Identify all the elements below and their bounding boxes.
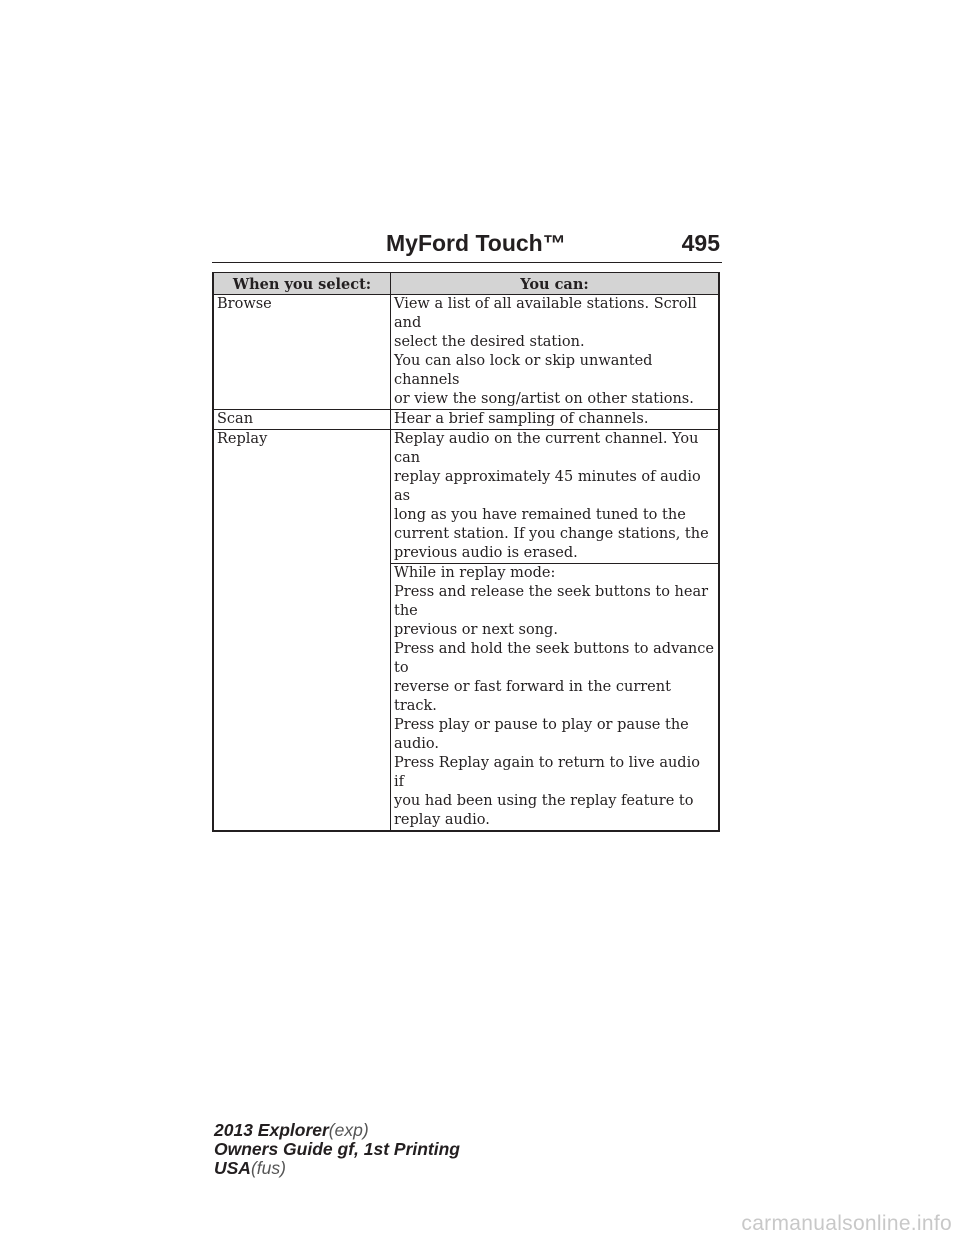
description-line: Press and hold the seek buttons to advance to [394,641,714,676]
column-header-can: You can: [391,273,720,295]
description-line: audio. [394,736,439,752]
table-row-replay [213,430,719,564]
description-line: You can also lock or skip unwanted channels [394,353,653,388]
description-line: View a list of all available stations. Scroll and [394,296,697,331]
row-label: Replay [213,430,391,564]
row-label: Scan [213,410,391,430]
page-header [212,228,722,263]
description-line: replay approximately 45 minutes of audio as [394,469,701,504]
site-watermark: carmanualsonline.info [741,1212,952,1235]
description-line: Press play or pause to play or pause the [394,717,689,733]
table-row-browse [213,295,719,410]
description-line: reverse or fast forward in the current track. [394,679,671,714]
description-line: replay audio. [394,812,490,828]
row-label [213,564,391,832]
row-description [391,430,720,564]
footer-line-guide [214,1140,460,1159]
description-line: Press and release the seek buttons to hear the [394,584,709,619]
description-line: you had been using the replay feature to [394,793,694,809]
row-description [391,295,720,410]
model-name: 2013 Explorer [214,1120,329,1140]
options-table [212,272,720,832]
print-footer [214,1121,460,1178]
guide-edition: Owners Guide gf, 1st Printing [214,1139,460,1159]
description-line: or view the song/artist on other stations. [394,391,694,407]
footer-line-market [214,1159,460,1178]
table-row-scan [213,410,719,430]
description-line: previous or next song. [394,622,558,638]
description-line: Press Replay again to return to live audio if [394,755,700,790]
description-line: While in replay mode: [394,565,556,581]
description-line: current station. If you change stations, the [394,526,709,542]
table-row-replay-mode [213,564,719,832]
row-description [391,410,720,430]
market-name: USA [214,1158,251,1178]
row-label: Browse [213,295,391,410]
table-header-row [213,273,719,295]
description-line: Hear a brief sampling of channels. [394,411,649,427]
page-number: 495 [681,230,720,256]
column-header-select: When you select: [213,273,391,295]
model-code: (exp) [328,1120,369,1140]
description-line: long as you have remained tuned to the [394,507,686,523]
description-line: Replay audio on the current channel. You can [394,431,699,466]
section-title: MyFord Touch™ [386,230,566,256]
footer-line-model [214,1121,460,1140]
description-line: select the desired station. [394,334,585,350]
market-code: (fus) [250,1158,286,1178]
row-description [391,564,720,832]
description-line: previous audio is erased. [394,545,578,561]
